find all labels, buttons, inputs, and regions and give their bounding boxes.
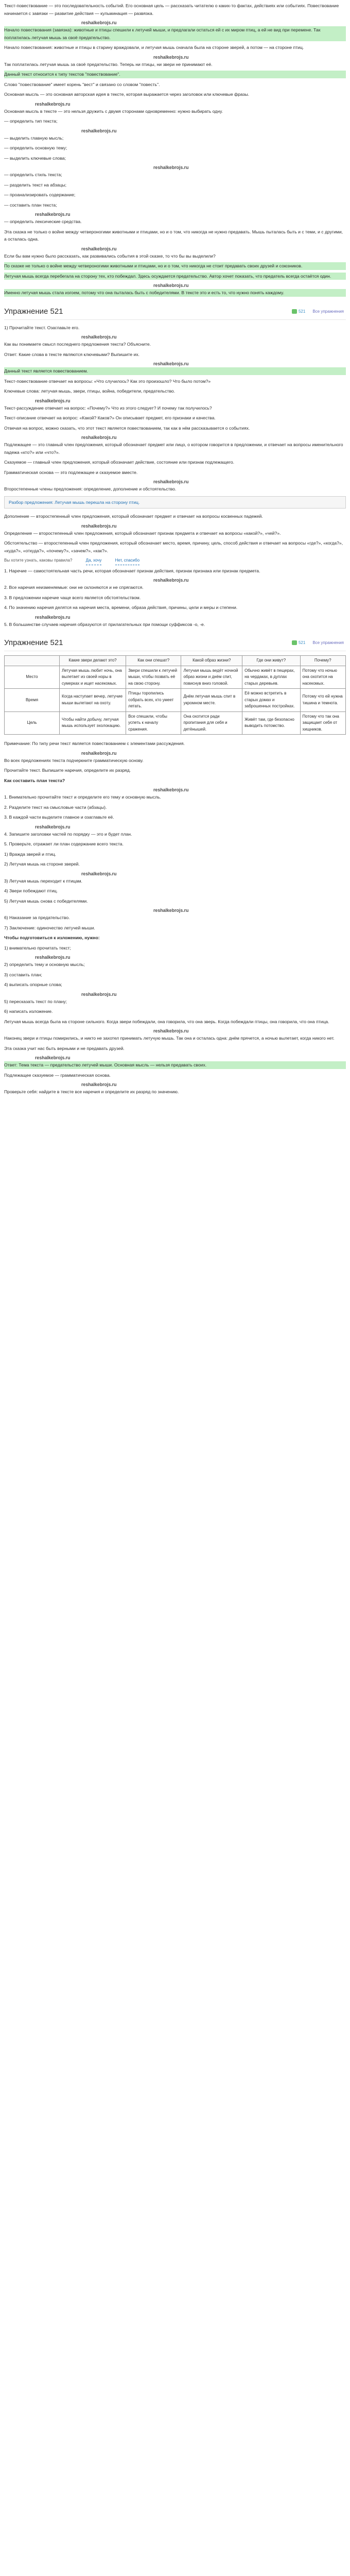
page	[0, 0, 350, 1109]
watermark: reshalkebrojs.ru	[35, 614, 71, 620]
list-item: 5) Летучая мышь снова с победителями.	[4, 898, 88, 904]
paragraph: Текст-описание отвечает на вопрос: «Какой? Каков?» Он описывает предмет, его признаки и качества.	[4, 415, 216, 420]
list-item: 5) пересказать текст по плану;	[4, 998, 67, 1004]
mid-section	[4, 228, 346, 297]
exercise-title: Упражнение 521	[4, 638, 63, 647]
paragraph: 1. Наречие — самостоятельная часть речи, которая обозначает признак действия, признак признака или признак предмета.	[4, 568, 260, 573]
paragraph: Ответ: Какие слова в тексте являются ключевыми? Выпишите их.	[4, 351, 140, 357]
paragraph: Текст-повествование отвечает на вопросы: «Что случилось? Как это произошло? Что было потом?»	[4, 378, 211, 384]
list-item: 6) Наказание за предательство.	[4, 915, 70, 920]
paragraph: Текст-рассуждение отвечает на вопрос: «Почему?» Что из этого следует? И почему так получилось?	[4, 405, 212, 411]
table-cell: Все спешили, чтобы успеть к началу сражения.	[126, 711, 181, 735]
adverbs-table	[4, 655, 346, 735]
table-row	[5, 666, 346, 689]
paragraph: 4. По значению наречия делятся на наречия места, времени, образа действия, причины, цели и меры и степени.	[4, 605, 238, 610]
list-item: — определить тип текста;	[4, 118, 58, 124]
exercise-tools	[292, 308, 344, 315]
table-cell: Потому что ночью она охотится на насекомых.	[300, 666, 345, 689]
paragraph: 5. Проверьте, отражает ли план содержание всего текста.	[4, 841, 124, 846]
paragraph: Данный текст относится к типу текстов "повествование".	[4, 71, 346, 78]
list-item: 4) Звери побеждают птиц.	[4, 888, 58, 893]
table-row	[5, 689, 346, 712]
watermark: reshalkebrojs.ru	[81, 1082, 117, 1087]
watermark: reshalkebrojs.ru	[153, 54, 189, 60]
paragraph: Как вы понимаете смысл последнего предложения текста? Объясните.	[4, 342, 151, 347]
paragraph: Начало повествования: животные и птицы в старину враждовали, и летучая мышь сначала была на стороне зверей, а потом — на стороне птиц.	[4, 45, 304, 50]
list-item: — определить лексические средства.	[4, 219, 82, 224]
list-item: 3) составить план;	[4, 972, 42, 977]
paragraph: 3. В предложении наречие чаще всего является обстоятельством.	[4, 595, 141, 600]
paragraph: По сказке не только о войне между четвероногими животными и птицами, но и о том, что никогда не стоит предавать своих друзей и союзников.	[4, 262, 346, 270]
list-item: 2) Летучая мышь на стороне зверей.	[4, 861, 80, 867]
watermark: reshalkebrojs.ru	[81, 246, 117, 251]
table-cell: Потому что ей нужна тишина и темнота.	[300, 689, 345, 712]
watermark: reshalkebrojs.ru	[81, 871, 117, 876]
paragraph: 2. Разделите текст на смысловые части (абзацы).	[4, 804, 107, 810]
paragraph: Эта сказка не только о войне между четвероногими животными и птицами, но и о том, что никогда не нужно предавать. Мышь пыталась быть и с теми, и с другими, а осталась одна.	[4, 229, 343, 242]
paragraph: Определение — второстепенный член предложения, который обозначает признак предмета и отвечает на вопросы «какой?», «чей?».	[4, 530, 281, 536]
exercise-title: Упражнение 521	[4, 307, 63, 316]
watermark: reshalkebrojs.ru	[153, 578, 189, 583]
table-cell: Птицы торопились собрать всех, кто умеет летать.	[126, 689, 181, 712]
list-item: — проанализировать содержание;	[4, 192, 76, 197]
table-cell: Летучая мышь ведёт ночной образ жизни и днём спит, повиснув вниз головой.	[181, 666, 242, 689]
exercise-521-section	[4, 324, 346, 629]
table-header: Как они спешат?	[126, 656, 181, 666]
paragraph: 1. Внимательно прочитайте текст и определите его тему и основную мысль.	[4, 794, 161, 800]
table-header: Какие звери делают это?	[60, 656, 126, 666]
paragraph: 4. Запишите заголовки частей по порядку — это и будет план.	[4, 831, 132, 837]
watermark: reshalkebrojs.ru	[81, 20, 117, 25]
paragraph: Подлежащее сказуемое — грамматическая основа.	[4, 1072, 111, 1078]
list-item: 2) определить тему и основную мысль;	[4, 962, 85, 967]
paragraph: Так поплатилась летучая мышь за своё предательство. Теперь ни птицы, ни звери не принимают её.	[4, 61, 213, 67]
table-cell: Звери спешили к летучей мыши, чтобы позвать её на свою сторону.	[126, 666, 181, 689]
list-item: — выделить ключевые слова;	[4, 155, 66, 161]
watermark: reshalkebrojs.ru	[153, 283, 189, 288]
table-cell: Она охотится ради пропитания для себя и детёнышей.	[181, 711, 242, 735]
all-exercises-link[interactable]: Все упражнения	[312, 309, 344, 314]
paragraph: Основная мысль в тексте — это нельзя дружить с двумя сторонами одновременно: нужно выбирать одну.	[4, 108, 223, 114]
watermark: reshalkebrojs.ru	[153, 1028, 189, 1033]
table-cell: Обычно живёт в пещерах, на чердаках, в дуплах старых деревьев.	[242, 666, 300, 689]
list-item: 3) Летучая мышь переходит к птицам.	[4, 878, 82, 884]
watermark: reshalkebrojs.ru	[81, 523, 117, 529]
row-header: Цель	[5, 711, 60, 735]
exercise-header	[4, 304, 346, 320]
watermark: reshalkebrojs.ru	[81, 435, 117, 440]
rules-no-option[interactable]: Нет, спасибо	[115, 557, 139, 565]
rules-question	[4, 557, 346, 565]
paragraph: Дополнение — второстепенный член предложения, который обозначает предмет и отвечает на вопросы косвенных падежей.	[4, 514, 263, 519]
tail-section	[4, 740, 346, 848]
paragraph: Наконец звери и птицы помирились, и никто не захотел принимать летучую мышь. Так она и осталась одна: днём прячется, а ночью вылетает, когда никого нет.	[4, 1036, 335, 1041]
paragraph: Грамматическая основа — это подлежащее и сказуемое вместе.	[4, 469, 138, 475]
paragraph: Ключевые слова: летучая мышь, звери, птицы, война, победители, предательство.	[4, 388, 176, 394]
list-item: — выделить главную мысль;	[4, 135, 64, 141]
paragraph: 2. Все наречия неизменяемые: они не склоняются и не спрягаются.	[4, 585, 144, 590]
paragraph: Эта сказка учит нас быть верными и не предавать друзей.	[4, 1045, 125, 1051]
paragraph: Подлежащее — это главный член предложения, который обозначает предмет или лицо, о котором говорится в предложении, и отвечает на вопросы именительного падежа «кто?» или «что?».	[4, 442, 343, 455]
table-cell: Чтобы найти добычу, летучая мышь использует эхолокацию.	[60, 711, 126, 735]
rules-yes-option[interactable]: Да, хочу	[86, 557, 102, 565]
watermark: reshalkebrojs.ru	[35, 824, 71, 829]
watermark: reshalkebrojs.ru	[35, 955, 71, 960]
exercise-header	[4, 635, 346, 651]
table-header	[5, 656, 60, 666]
table-header-row	[5, 656, 346, 666]
sentence-analysis-box	[4, 496, 346, 509]
table-cell: Днём летучая мышь спит в укромном месте.	[181, 689, 242, 712]
watermark: reshalkebrojs.ru	[35, 398, 71, 403]
final-section	[4, 934, 346, 1096]
watermark: reshalkebrojs.ru	[153, 479, 189, 484]
exercise-number: 521	[298, 640, 306, 645]
table-cell: Летучая мышь любит ночь, она вылетает из своей норы в сумерках и ищет насекомых.	[60, 666, 126, 689]
list-item: — разделить текст на абзацы;	[4, 182, 67, 188]
sentence-analysis: Разбор предложения: Летучая мышь перешла на сторону птиц.	[9, 499, 140, 505]
section-heading: Как составить план текста?	[4, 777, 65, 783]
list-item: 7) Заключение: одиночество летучей мыши.	[4, 925, 95, 930]
paragraph: Второстепенные члены предложения: определение, дополнение и обстоятельство.	[4, 486, 177, 492]
list-item: — составить план текста;	[4, 202, 57, 208]
table-cell: Потому что так она защищает себя от хищников.	[300, 711, 345, 735]
list-item: 1) внимательно прочитать текст;	[4, 945, 72, 951]
paragraph: Если бы вам нужно было рассказать, как развивались события в этой сказке, то что бы вы выделили?	[4, 253, 216, 259]
paragraph: Примечание: По типу речи текст является повествованием с элементами рассуждения.	[4, 741, 185, 746]
table-header: Где они живут?	[242, 656, 300, 666]
paragraph: Ответ: Тема текста — предательство летучей мыши. Основная мысль — нельзя предавать своих.	[4, 1061, 346, 1069]
all-exercises-link[interactable]: Все упражнения	[312, 640, 344, 645]
paragraph: Проверьте себя: найдите в тексте все наречия и определите их разряд по значению.	[4, 1089, 179, 1094]
table-row	[5, 711, 346, 735]
watermark: reshalkebrojs.ru	[81, 128, 117, 133]
paragraph: Данный текст является повествованием.	[4, 367, 346, 375]
table-cell: Живёт там, где безопасно выводить потомство.	[242, 711, 300, 735]
table-cell: Когда наступает вечер, летучие мыши вылетают на охоту.	[60, 689, 126, 712]
paragraph: Именно летучая мышь стала изгоем, потому что она пыталась быть с победителями. В тексте это и есть то, что нужно понять каждому.	[4, 289, 346, 297]
watermark: reshalkebrojs.ru	[35, 101, 71, 107]
paragraph: Основная мысль — это основная авторская идея в тексте, которая выражается через заголовок или ключевые фразы.	[4, 92, 250, 97]
row-header: Место	[5, 666, 60, 689]
paragraph: Летучая мышь всегда была на стороне сильного. Когда звери побеждали, она говорила, что она зверь. Когда побеждали птицы, она говорила, что она птица.	[4, 1019, 329, 1024]
paragraph: 3. В каждой части выделите главное и озаглавьте её.	[4, 815, 114, 820]
book-icon	[292, 640, 297, 645]
book-icon	[292, 309, 297, 314]
bullet-list	[4, 117, 346, 226]
table-header: Какой образ жизни?	[181, 656, 242, 666]
rules-question-label: Вы хотите узнать, каковы правила?	[4, 558, 73, 563]
paragraph: Прочитайте текст. Выпишите наречия, определите их разряд.	[4, 768, 131, 773]
watermark: reshalkebrojs.ru	[81, 334, 117, 340]
watermark: reshalkebrojs.ru	[153, 787, 189, 792]
exercise-number: 521	[298, 309, 306, 314]
watermark: reshalkebrojs.ru	[153, 908, 189, 913]
list-item: 6) написать изложение.	[4, 1009, 53, 1014]
list-item: 4) выписать опорные слова;	[4, 982, 62, 987]
plan-list	[4, 851, 346, 932]
paragraph: Во всех предложениях текста подчеркните грамматическую основу.	[4, 757, 144, 763]
paragraph: Текст-повествование — это последовательность событий. Его основная цель — рассказать читателю о каких-то фактах, действиях или событиях. Повествование начинается с завязки — развитие действия — кульминация — развязка.	[4, 3, 339, 16]
paragraph: Начало повествования (завязка): животные и птицы спешили к летучей мыши, и предлагали остаться ей с их миром птиц, а ей не вид при перемене. Так поплатилась летучая мышь за своё предательство.	[4, 26, 346, 41]
paragraph: Сказуемое — главный член предложения, который обозначает действие, состояние или признак подлежащего.	[4, 460, 234, 465]
paragraph: Отвечая на вопрос, можно сказать, что этот текст является повествованием, так как в нём рассказывается о событиях.	[4, 425, 250, 431]
table-header: Почему?	[300, 656, 345, 666]
watermark: reshalkebrojs.ru	[35, 1055, 71, 1060]
paragraph: 5. В большинстве случаев наречия образуются от прилагательных при помощи суффиксов -о, -е.	[4, 621, 205, 627]
intro-section	[4, 2, 346, 115]
section-heading: Чтобы подготовиться к изложению, нужно:	[4, 935, 100, 940]
watermark: reshalkebrojs.ru	[153, 361, 189, 366]
watermark: reshalkebrojs.ru	[35, 212, 71, 217]
paragraph: Летучая мышь всегда перебегала на сторону тех, кто побеждал. Здесь осуждается предательство. Автор хочет показать, что предатель всегда остаётся один.	[4, 273, 346, 280]
paragraph: 1) Прочитайте текст. Озаглавьте его.	[4, 325, 80, 330]
watermark: reshalkebrojs.ru	[153, 165, 189, 170]
list-item: — определить стиль текста;	[4, 172, 62, 177]
watermark: reshalkebrojs.ru	[81, 991, 117, 997]
row-header: Время	[5, 689, 60, 712]
paragraph: Обстоятельство — второстепенный член предложения, который обозначает место, время, причину, цель, способ действия и отвечает на вопросы «где?», «когда?», «куда?», «откуда?», «почему?», «зачем?», «как?».	[4, 540, 343, 553]
table-cell: Её можно встретить в старых домах и заброшенных постройках.	[242, 689, 300, 712]
watermark: reshalkebrojs.ru	[81, 750, 117, 756]
list-item: — определить основную тему;	[4, 145, 67, 150]
list-item: 1) Вражда зверей и птиц.	[4, 851, 57, 857]
paragraph: Слово "повествование" имеет корень "вест" и связано со словом "повесть".	[4, 81, 160, 87]
exercise-tools	[292, 639, 344, 647]
